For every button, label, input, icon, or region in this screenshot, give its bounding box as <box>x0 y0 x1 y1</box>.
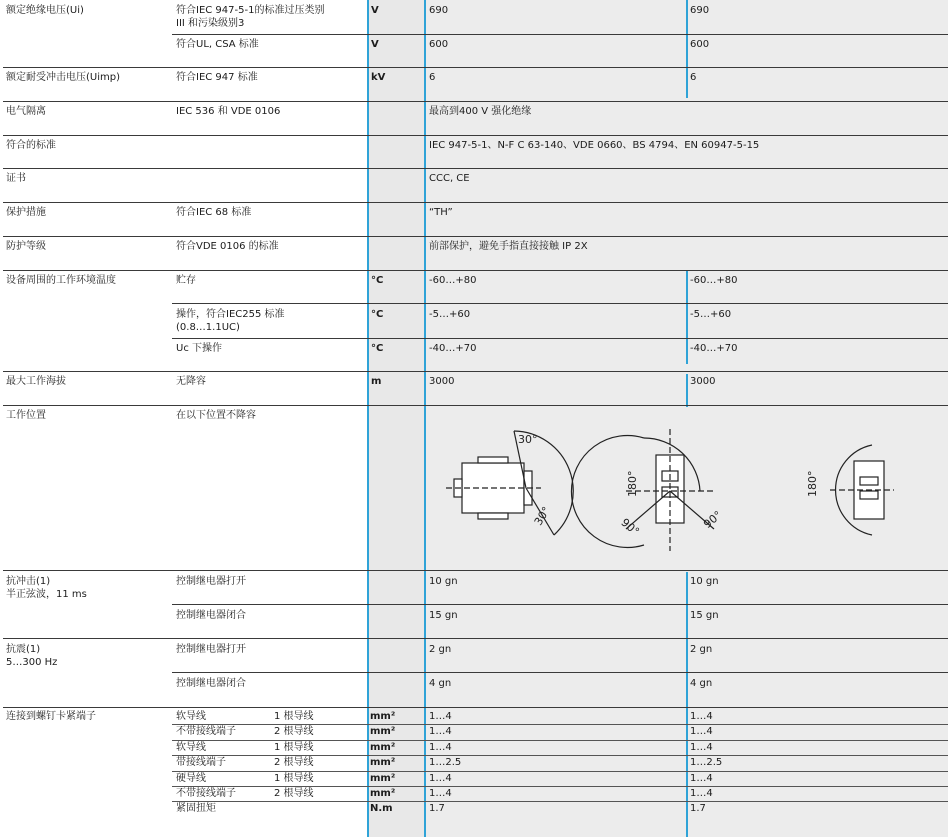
terminal-conductors: 1 根导线 <box>274 772 314 784</box>
separator <box>172 604 948 605</box>
terminal-type: 软导线 <box>176 711 206 722</box>
row-unit: V <box>371 39 379 50</box>
separator <box>3 405 948 406</box>
row-value-span: 前部保护，避免手指直接接触 IP 2X <box>429 241 588 252</box>
row-label: 抗震(1) <box>6 644 41 655</box>
row-value: 690 <box>690 5 710 16</box>
row-value: 10 gn <box>690 576 719 587</box>
angle-label: 30° <box>518 433 538 446</box>
row-value: 690 <box>429 5 449 16</box>
row-value: 4 gn <box>690 678 713 689</box>
separator <box>3 270 948 271</box>
blue-divider-col2-d <box>686 572 688 837</box>
blue-divider-col2-a <box>686 0 688 98</box>
angle-label: 90° <box>701 508 725 531</box>
angle-label: 180° <box>806 470 819 497</box>
row-value: 1…4 <box>690 772 713 784</box>
row-value: 1…4 <box>429 726 452 738</box>
row-value: -60…+80 <box>690 275 738 286</box>
row-value: 3000 <box>429 376 455 387</box>
separator <box>172 34 948 35</box>
row-unit: mm² <box>370 772 396 784</box>
separator <box>172 801 948 802</box>
row-value: 6 <box>429 72 436 83</box>
row-unit: N.m <box>370 803 393 815</box>
row-condition: 操作，符合IEC255 标准 <box>176 309 285 320</box>
terminal-conductors: 2 根导线 <box>274 726 314 738</box>
row-value: -60…+80 <box>429 275 477 286</box>
row-condition: 符合IEC 68 标准 <box>176 207 252 218</box>
angle-label: 30° <box>531 504 554 528</box>
row-value-span: 最高到400 V 强化绝缘 <box>429 106 532 117</box>
row-value: 600 <box>429 39 449 50</box>
row-value: 15 gn <box>429 610 458 621</box>
separator <box>172 740 948 741</box>
angle-label: 180° <box>626 470 639 497</box>
row-label: 额定绝缘电压(Ui) <box>6 5 84 16</box>
separator <box>3 135 948 136</box>
row-label: 半正弦波，11 ms <box>6 589 87 600</box>
terminal-type: 紧固扭矩 <box>176 803 216 815</box>
row-unit: kV <box>371 72 386 83</box>
separator <box>172 672 948 673</box>
row-value: 1.7 <box>429 803 445 815</box>
row-value: 1…4 <box>690 788 713 799</box>
row-value: 600 <box>690 39 710 50</box>
terminal-type: 硬导线 <box>176 772 206 784</box>
row-unit: mm² <box>370 741 396 753</box>
row-condition: 控制继电器闭合 <box>176 610 246 621</box>
separator <box>172 786 948 787</box>
row-unit: mm² <box>370 757 396 769</box>
row-value: -40…+70 <box>429 343 477 354</box>
row-value: 3000 <box>690 376 716 387</box>
row-value: 2 gn <box>429 644 452 655</box>
separator <box>3 570 948 571</box>
row-label: 最大工作海拔 <box>6 376 66 387</box>
row-unit: °C <box>371 275 384 286</box>
blue-divider-col2-c <box>686 374 688 407</box>
row-unit: mm² <box>370 788 396 799</box>
row-value: 1…4 <box>690 711 713 722</box>
device-front-view-1 <box>571 429 716 551</box>
row-value: 1…4 <box>429 741 452 753</box>
row-condition: 符合VDE 0106 的标准 <box>176 241 279 252</box>
separator <box>3 202 948 203</box>
row-condition: 控制继电器闭合 <box>176 678 246 689</box>
row-condition: 在以下位置不降容 <box>176 410 256 421</box>
row-label: 5…300 Hz <box>6 657 58 668</box>
row-value: 1…4 <box>690 741 713 753</box>
separator <box>3 371 948 372</box>
row-condition: 控制继电器打开 <box>176 644 246 655</box>
row-label: 工作位置 <box>6 410 46 421</box>
row-unit: mm² <box>370 711 396 722</box>
row-value: -40…+70 <box>690 343 738 354</box>
row-unit: mm² <box>370 726 396 738</box>
row-label: 证书 <box>6 173 26 184</box>
device-front-view-2 <box>830 445 894 535</box>
row-value: 1…4 <box>690 726 713 738</box>
separator <box>172 338 948 339</box>
row-value: 10 gn <box>429 576 458 587</box>
separator <box>3 168 948 169</box>
blue-divider-unit <box>367 0 369 837</box>
row-condition: Uc 下操作 <box>176 343 222 354</box>
angle-label: 90° <box>618 515 642 539</box>
row-condition: 符合IEC 947-5-1的标准过压类别 <box>176 5 325 16</box>
separator <box>172 303 948 304</box>
row-value: 1…4 <box>429 788 452 799</box>
row-condition: (0.8…1.1UC) <box>176 322 240 333</box>
row-condition: 控制继电器打开 <box>176 576 246 587</box>
row-label: 保护措施 <box>6 207 46 218</box>
separator <box>172 755 948 756</box>
terminal-conductors: 2 根导线 <box>274 757 314 769</box>
row-label: 连接到螺钉卡紧端子 <box>6 711 96 722</box>
terminal-conductors: 1 根导线 <box>274 741 314 753</box>
row-value: 15 gn <box>690 610 719 621</box>
mounting-position-diagram <box>426 415 946 565</box>
terminal-conductors: 2 根导线 <box>274 788 314 799</box>
row-value: 1…2.5 <box>690 757 723 769</box>
row-value: 1.7 <box>690 803 706 815</box>
row-label: 电气隔离 <box>6 106 46 117</box>
row-value: 1…4 <box>429 772 452 784</box>
row-unit: °C <box>371 343 384 354</box>
row-value-span: CCC, CE <box>429 173 470 184</box>
terminal-type: 不带接线端子 <box>176 788 236 799</box>
row-value: 1…2.5 <box>429 757 462 769</box>
separator <box>3 638 948 639</box>
separator <box>3 707 948 708</box>
row-condition: 无降容 <box>176 376 206 387</box>
separator <box>172 771 948 772</box>
row-value: 1…4 <box>429 711 452 722</box>
row-value: 2 gn <box>690 644 713 655</box>
row-condition: IEC 536 和 VDE 0106 <box>176 106 281 117</box>
row-condition: 贮存 <box>176 275 196 286</box>
terminal-type: 不带接线端子 <box>176 726 236 738</box>
terminal-type: 软导线 <box>176 741 206 753</box>
terminal-conductors: 1 根导线 <box>274 711 314 722</box>
row-value-span: IEC 947-5-1、N-F C 63-140、VDE 0660、BS 4794、EN 60947-5-15 <box>429 140 760 151</box>
separator <box>172 724 948 725</box>
blue-divider-col2-b <box>686 270 688 364</box>
row-value: -5…+60 <box>690 309 732 320</box>
row-label: 防护等级 <box>6 241 46 252</box>
separator <box>3 101 948 102</box>
row-label: 抗冲击(1) <box>6 576 51 587</box>
row-value-span: “TH” <box>429 207 453 218</box>
separator <box>3 67 948 68</box>
row-condition: 符合IEC 947 标准 <box>176 72 258 83</box>
row-unit: V <box>371 5 379 16</box>
separator <box>3 236 948 237</box>
row-condition: 符合UL, CSA 标准 <box>176 39 259 50</box>
terminal-type: 带接线端子 <box>176 757 226 769</box>
row-unit: m <box>371 376 382 387</box>
device-side-view <box>446 431 573 535</box>
row-label: 符合的标准 <box>6 140 56 151</box>
row-condition: III 和污染级别3 <box>176 18 245 29</box>
row-value: 4 gn <box>429 678 452 689</box>
row-label: 设备周围的工作环境温度 <box>6 275 116 286</box>
row-value: 6 <box>690 72 697 83</box>
row-value: -5…+60 <box>429 309 471 320</box>
row-label: 额定耐受冲击电压(Uimp) <box>6 72 120 83</box>
row-unit: °C <box>371 309 384 320</box>
